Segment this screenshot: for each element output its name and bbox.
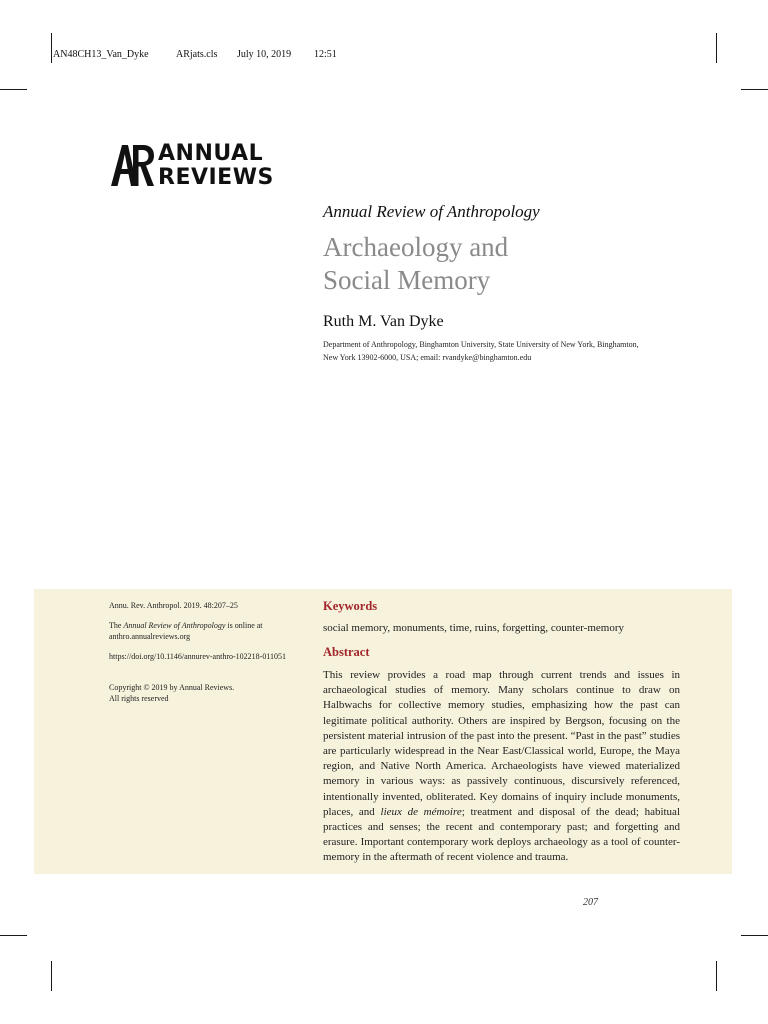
article-title-line-1: Archaeology and — [323, 232, 509, 262]
copyright — [109, 682, 299, 704]
header-file: AN48CH13_Van_Dyke — [53, 49, 149, 60]
keywords-heading: Keywords — [323, 599, 378, 613]
rights-line: All rights reserved — [109, 694, 169, 703]
online-note-journal: Annual Review of Anthropology — [123, 621, 226, 630]
online-note-pre: The — [109, 621, 124, 630]
logo-word-reviews: REVIEWS — [158, 165, 274, 190]
crop-mark-bottom-left — [51, 961, 52, 991]
page-number: 207 — [583, 897, 598, 908]
keywords-list: social memory, monuments, time, ruins, forgetting, counter-memory — [323, 622, 624, 634]
header-cls: ARjats.cls — [176, 49, 218, 60]
crop-mark-top-right — [716, 33, 717, 63]
article-title — [323, 231, 683, 297]
crop-mark-bottom-right — [716, 961, 717, 991]
crop-mark-top-right-horizontal — [741, 89, 768, 90]
logo-word-annual: ANNUAL — [158, 141, 264, 166]
abstract-italic-term: lieux de mémoire — [380, 805, 462, 818]
citation: Annu. Rev. Anthropol. 2019. 48:207–25 — [109, 601, 238, 610]
copyright-line: Copyright © 2019 by Annual Reviews. — [109, 683, 235, 692]
abstract-part-2: ; treatment and disposal of the dead; habitual practices and senses; the recent and contemporary past; and forgetting and erasure. Important contemporary work deploys archaeology as a tool of counter-memory in the aftermath of recent violence and trauma. — [323, 805, 680, 864]
abstract-heading: Abstract — [323, 645, 370, 659]
abstract-part-1: This review provides a road map through current trends and issues in archaeological studies of memory. Many scholars continue to draw on Halbwachs for collective memory studies, emphasizing how the past can legitimate political authority. Others are inspired by Bergson, focusing on the persistent material intrusion of the past into the present. “Past in the past” studies are particularly widespread in the Near East/Classical world, Europe, the Maya region, and Native North America. Archaeologists have viewed materialized memory in various ways: as passively continuous, discursively referenced, intentionally invented, obliterated. Key domains of inquiry include monuments, places, and — [323, 669, 680, 818]
journal-name: Annual Review of Anthropology — [323, 202, 540, 221]
online-note-post: is online at anthro.annualreviews.org — [109, 621, 263, 641]
header-date: July 10, 2019 — [237, 49, 292, 60]
doi-link[interactable]: https://doi.org/10.1146/annurev-anthro-102218-011051 — [109, 652, 287, 661]
author-affiliation: Department of Anthropology, Binghamton University, State University of New York, Binghamton, New York 13902-6000, USA; email: rvandyke@binghamton.edu — [323, 340, 639, 362]
article-title-line-2: Social Memory — [323, 265, 491, 295]
online-note — [109, 620, 299, 642]
abstract-text — [323, 668, 680, 866]
crop-mark-bottom-right-horizontal — [741, 935, 768, 936]
crop-mark-top-left — [51, 33, 52, 63]
crop-mark-top-left-horizontal — [0, 89, 27, 90]
crop-mark-bottom-left-horizontal — [0, 935, 27, 936]
annual-reviews-logo-icon — [109, 143, 155, 188]
header-time: 12:51 — [314, 49, 337, 60]
author-name: Ruth M. Van Dyke — [323, 313, 444, 330]
